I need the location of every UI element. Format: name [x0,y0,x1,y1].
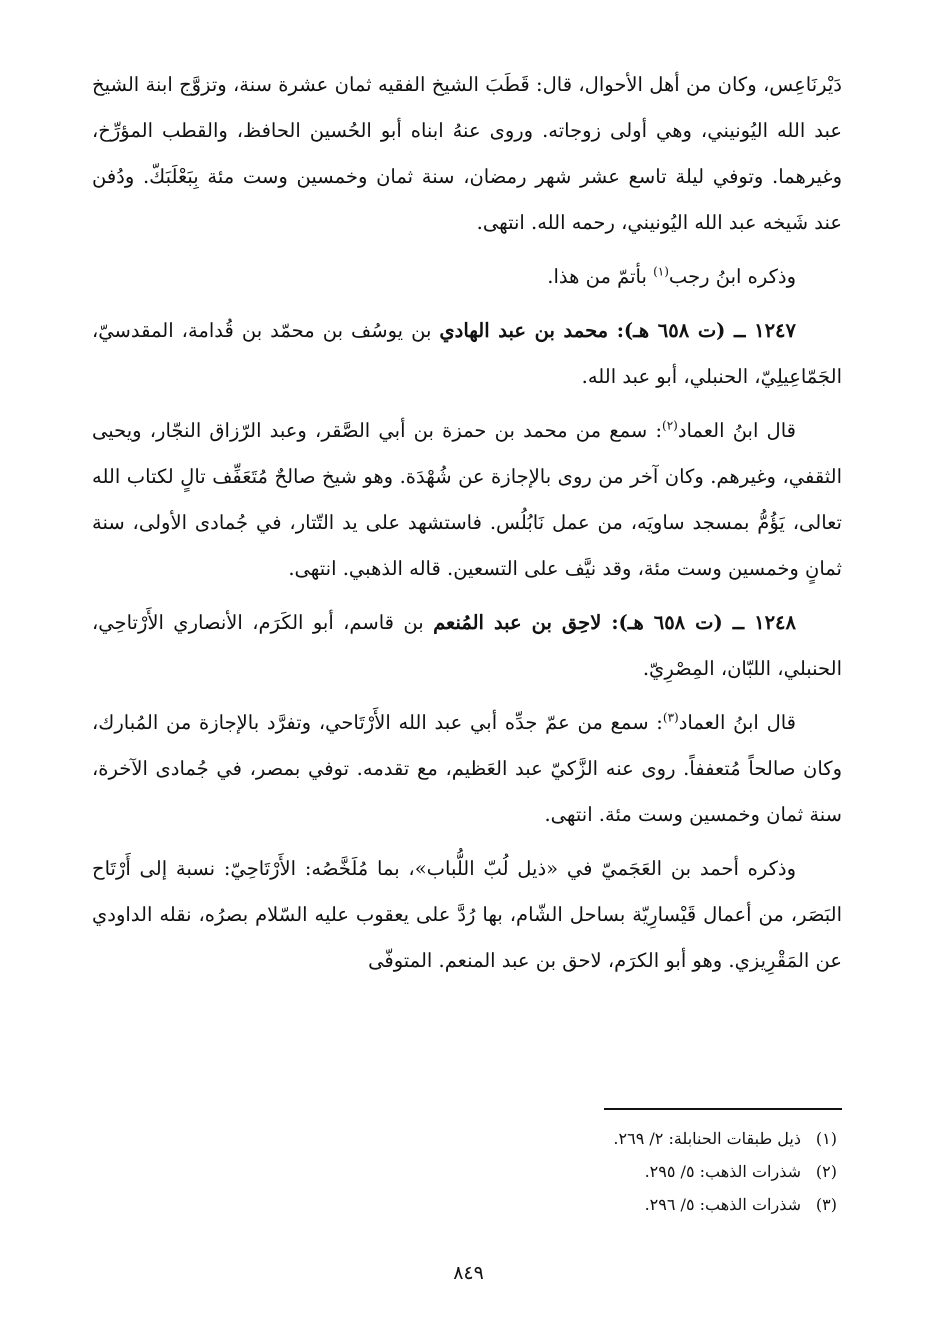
paragraph-text: : سمع من محمد بن حمزة بن أبي الصَّقر، وعبد الرّزاق النجّار، ويحيى الثقفي، وغيرهم. وكان آخر من روى بالإجازة عن شُهْدَة. وهو شيخ صالحٌ مُتَعَفِّف تالٍ لكتاب الله تعالى، يَؤُمُّ بمسجد ساويَه، من عمل نَابُلُس. فاستشهد على يد التّتار، في جُمادى الأولى، سنة ثمانٍ وخمسين وست مئة، وقد نيَّف على التسعين. قاله الذهبي. انتهى. [92,419,842,580]
footnote-text: شذرات الذهب: ٥/ ٢٩٦. [644,1195,801,1214]
paragraph-ibn-rajab [92,254,842,300]
paragraph-text: قال ابنُ العماد [678,711,796,734]
page-number: ٨٤٩ [453,1262,484,1284]
footnote-number: (٢) [815,1162,837,1181]
footnote-ref[interactable]: (٣) [662,710,679,725]
footnote-ref[interactable]: (١) [653,264,669,279]
paragraph-text: : سمع من عمّ جدِّه أبي عبد الله الأَرْتَاحي، وتفرَّد بالإجازة من المُبارك، وكان صالحاً مُتعففاً. روى عنه الزَّكيّ عبد العَظيم، مع تقدمه. توفي بمصر، في جُمادى الآخرة، سنة ثمان وخمسين وست مئة. انتهى. [92,711,842,826]
entry-heading: ١٢٤٨ ــ (ت ٦٥٨ هـ): لاحِق بن عبد المُنعم [433,611,796,634]
entry-1248 [92,600,842,692]
footnote-number: (٣) [815,1195,837,1214]
footnote-item [337,1122,837,1155]
entry-1247 [92,308,842,400]
paragraph-text: وذكره ابنُ رجب [668,265,796,288]
footnote-divider [604,1108,842,1110]
footnote-text: شذرات الذهب: ٥/ ٢٩٥. [644,1162,801,1181]
footnote-number: (١) [815,1129,837,1148]
footnote-text: ذيل طبقات الحنابلة: ٢/ ٢٦٩. [613,1129,801,1148]
footnotes [337,1122,837,1221]
paragraph-ajami: وذكره أحمد بن العَجَميّ في «ذيل لُبّ اللُّباب»، بما مُلَخَّصُه: الأَرْتَاحِيّ: نسبة إلى أَرْتَاح البَصَر، من أعمال قَيْسارِيّة بساحل الشّام، بها رُدَّ على يعقوب عليه السّلام بصرُه، نقله الداودي عن المَقْرِيزي. وهو أبو الكرَم، لاحق بن عبد المنعم. المتوفّى [92,857,842,972]
footnote-ref[interactable]: (٢) [662,418,678,433]
paragraph-continuation: دَيْرنَاعِس، وكان من أهل الأحوال، قال: قَطَبَ الشيخ الفقيه ثمان عشرة سنة، وتزوَّج ابنة الشيخ عبد الله اليُونيني، وهي أولى زوجاته. وروى عنهُ ابناه أبو الحُسين الحافظ، والقطب المؤرِّخ، وغيرهما. وتوفي ليلة تاسع عشر شهر رمضان، سنة ثمان وخمسين وست مئة بِبَعْلَبَكّ. ودُفن عند شَيخه عبد الله اليُونيني، رحمه الله. انتهى. [92,73,842,234]
paragraph-ibn-imad-1 [92,408,842,592]
page-body [92,62,842,992]
paragraph-text: بأتمّ من هذا. [547,265,654,288]
paragraph-text: قال ابنُ العماد [677,419,796,442]
entry-text: بن يوسُف بن محمّد بن قُدامة، المقدسيّ، الجَمّاعِيلِيّ، الحنبلي، أبو عبد الله. [92,319,842,388]
footnote-item [337,1155,837,1188]
entry-heading: ١٢٤٧ ــ (ت ٦٥٨ هـ): محمد بن عبد الهادي [439,319,796,342]
entry-text: بن قاسم، أبو الكَرَم، الأنصاري الأَرْتاحِي، الحنبلي، اللبّان، المِصْرِيّ. [92,611,842,680]
footnote-item [337,1188,837,1221]
paragraph-ibn-imad-2 [92,700,842,838]
